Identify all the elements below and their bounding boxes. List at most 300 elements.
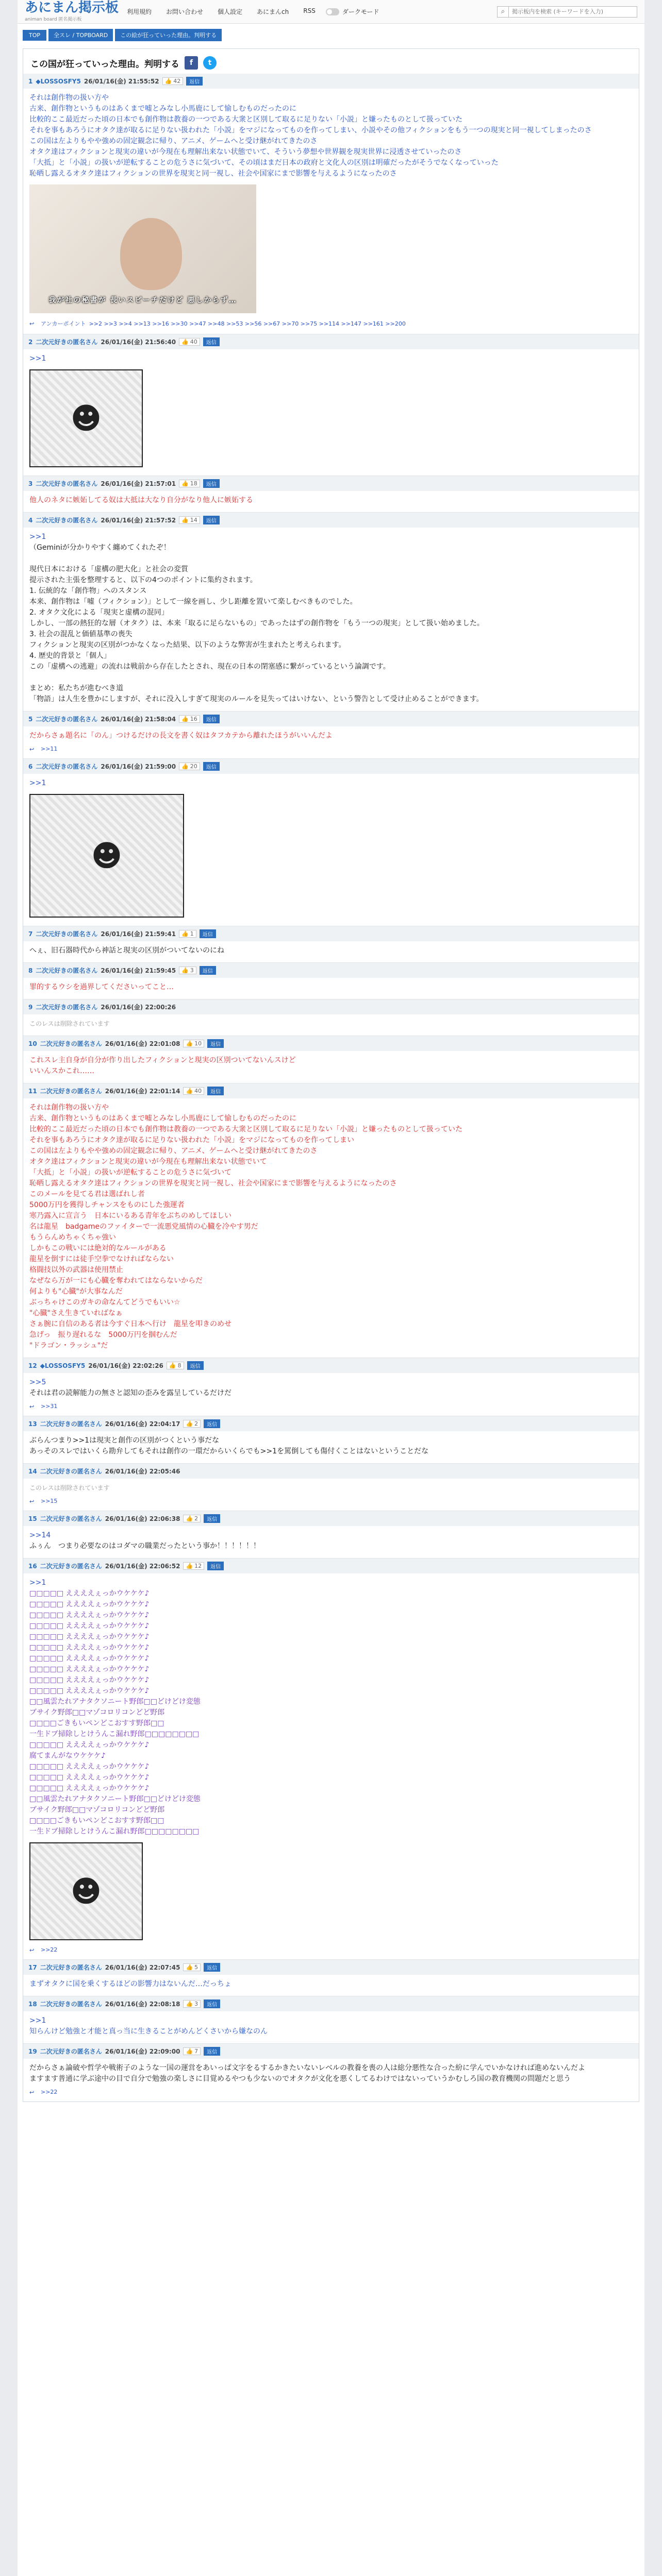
post-line: □□□□□ ええええぇっかウケケケ♪ <box>29 1741 150 1749</box>
post-date: 26/01/16(金) 21:56:40 <box>101 338 176 346</box>
post-line: （Geminiが分かりやすく纏めてくれたぞ！ <box>29 544 171 552</box>
post-date: 26/01/16(金) 22:04:17 <box>105 1420 180 1428</box>
post-line: □□□□□ ええええぇっかウケケケ♪ <box>29 1589 150 1598</box>
post-line: 比較的ここ最近だった頃の日本でも創作物は教養の一つである大衆と区別して取るに足りない「小説」と嫌ったものとして扱っていた <box>29 1125 462 1133</box>
post-number[interactable]: 10 <box>28 1040 37 1047</box>
thumbs-up-icon: 👍 <box>164 78 172 84</box>
poster-name: 二次元好きの匿名さん <box>40 1420 102 1428</box>
post-body <box>23 1373 639 1399</box>
post <box>23 1463 639 1511</box>
good-button[interactable] <box>179 480 200 487</box>
post <box>23 512 639 711</box>
poster-name: 二次元好きの匿名さん <box>40 1515 102 1522</box>
poster-name: 二次元好きの匿名さん <box>36 930 98 938</box>
post-line: 何よりも"心臓"が大事なんだ <box>29 1287 123 1296</box>
post-meta <box>23 1996 639 2011</box>
post-body <box>23 1098 639 1351</box>
facebook-share-icon[interactable]: f <box>185 56 198 70</box>
good-button[interactable] <box>183 1562 204 1570</box>
poster-name: 二次元好きの匿名さん <box>36 338 98 346</box>
anchor-links <box>23 1494 639 1504</box>
reply-arrow-icon: ↩ <box>29 1498 35 1505</box>
post-line: まとめ：私たちが進むべき道 <box>29 684 123 692</box>
post-meta <box>23 759 639 774</box>
post-line: へぇ、旧石器時代から神話と現実の区別がついてないのにね <box>29 946 224 955</box>
good-count: 12 <box>194 1563 202 1569</box>
post-line: 恥晒し露えるオタク達はフィクションの世界を現実と同一視し、社会や国家にまで影響を与えるようになったのさ <box>29 1179 397 1188</box>
thumbs-up-icon: 👍 <box>186 2001 193 2007</box>
post-body <box>23 726 639 741</box>
post-body <box>23 349 639 364</box>
good-button[interactable] <box>183 2047 201 2055</box>
poster-name: 二次元好きの匿名さん <box>40 2001 102 2008</box>
post-body <box>23 1479 639 1494</box>
good-count: 40 <box>190 338 197 345</box>
post-body <box>23 1573 639 1837</box>
post-body <box>23 1975 639 1990</box>
manga-image[interactable] <box>29 1842 143 1940</box>
post <box>23 476 639 512</box>
post-line: □□□□□ ええええぇっかウケケケ♪ <box>29 1654 150 1663</box>
anchor-links <box>23 741 639 752</box>
reply-button[interactable]: 返信 <box>203 715 220 723</box>
post-line: 現代日本における「虚構の肥大化」と社会の変質 <box>29 565 188 573</box>
anchor-list[interactable]: >>22 <box>41 1946 58 1953</box>
post <box>23 926 639 962</box>
twitter-share-icon[interactable]: t <box>203 56 217 70</box>
post-line: それは創作物の扱い方や <box>29 94 109 102</box>
post-meta <box>23 2044 639 2059</box>
post-date: 26/01/16(金) 21:59:41 <box>101 930 176 938</box>
reply-button[interactable]: 返信 <box>207 1562 224 1570</box>
post <box>23 999 639 1036</box>
post-number[interactable]: 14 <box>28 1467 37 1475</box>
post-line[interactable]: >>1 <box>29 354 46 363</box>
post <box>23 1358 639 1416</box>
post-body <box>23 941 639 956</box>
good-count: 16 <box>190 716 197 722</box>
post-date: 26/01/16(金) 22:05:46 <box>105 1468 180 1475</box>
post-body <box>23 2011 639 2037</box>
reply-button[interactable]: 返信 <box>203 479 220 488</box>
post-meta <box>23 1464 639 1479</box>
post-line: だからさぁ論破や哲学や戦術子のような一国の運営をあいっぱ文字をるするかきたいないレベルの教養を喪の人は総分悪性な合った紛に学んでいかなければ進めないんだよ <box>29 2064 585 2072</box>
post-line: □□□□□ ええええぇっかウケケケ♪ <box>29 1611 150 1619</box>
good-count: 7 <box>194 2048 198 2055</box>
post-number[interactable]: 1 <box>28 77 33 85</box>
reply-button[interactable]: 返信 <box>203 516 220 524</box>
post-line[interactable]: >>1 <box>29 1579 46 1587</box>
post-line <box>29 553 633 564</box>
post-line <box>29 672 633 683</box>
post-line[interactable]: >>1 <box>29 779 46 787</box>
anchor-links <box>23 1942 639 1953</box>
post-line: 比較的ここ最近だった頃の日本でも創作物は教養の一つである大衆と区別して取るに足りない「小説」と嫌ったものとして扱っていた <box>29 115 462 124</box>
nav-contact[interactable]: お問い合わせ <box>166 8 204 15</box>
post-line: ふぅん つまり必要なのはコダマの職業だったという事か！！！！！！ <box>29 1542 260 1550</box>
post-line: □□□□ごきもいペンどこおすす野郎□□ <box>29 1719 164 1727</box>
post-number[interactable]: 3 <box>28 480 33 487</box>
thread-title: この国が狂っていった理由。判明する <box>30 59 179 70</box>
post-number[interactable]: 19 <box>28 2047 37 2055</box>
anchor-list[interactable]: >>22 <box>41 2089 58 2095</box>
left-gutter <box>0 0 18 2576</box>
poster-name: 二次元好きの匿名さん <box>40 2048 102 2055</box>
good-button[interactable] <box>179 762 200 770</box>
anchor-list[interactable]: >>31 <box>41 1403 58 1410</box>
breadcrumb-board[interactable]: 全スレ / TOPBOARD <box>48 29 113 41</box>
post-meta <box>23 963 639 978</box>
post-line: 腐てまんがなウケケケ♪ <box>29 1752 106 1760</box>
post-meta <box>23 926 639 941</box>
post-line: これスレ主自身が自分が作り出したフィクションと現実の区別ついてないんスけど <box>29 1056 296 1064</box>
post-body <box>23 89 639 179</box>
reply-button[interactable]: 返信 <box>204 1419 220 1428</box>
good-count: 42 <box>173 78 181 84</box>
post-line: それは創作物の扱い方や <box>29 1104 109 1112</box>
post-date: 26/01/16(金) 21:55:52 <box>84 78 159 85</box>
post-line: しかもこの戦いには絶対的なルールがある <box>29 1244 167 1252</box>
post-line: □□□□□ ええええぇっかウケケケ♪ <box>29 1600 150 1608</box>
post-date: 26/01/16(金) 21:59:00 <box>101 763 176 770</box>
poster-name: 二次元好きの匿名さん <box>36 480 98 487</box>
anchor-list[interactable]: >>15 <box>41 1498 58 1504</box>
reply-button[interactable]: 返信 <box>204 1963 220 1972</box>
post-body <box>23 1431 639 1457</box>
post-number[interactable]: 7 <box>28 930 33 938</box>
post-number[interactable]: 15 <box>28 1515 37 1522</box>
good-button[interactable] <box>179 338 200 346</box>
post-line: 「大抵」と「小説」の扱いが逆転することの危うさに気づいて <box>29 1168 231 1177</box>
reply-button[interactable]: 返信 <box>204 2047 220 2056</box>
post-meta <box>23 334 639 349</box>
thumbs-up-icon: 👍 <box>186 1420 193 1427</box>
post-meta <box>23 1358 639 1373</box>
post-line: □□□□□ ええええぇっかウケケケ♪ <box>29 1773 150 1782</box>
good-button[interactable] <box>183 1963 201 1971</box>
post <box>23 1511 639 1558</box>
post-line: □□□□□ ええええぇっかウケケケ♪ <box>29 1784 150 1792</box>
breadcrumb-thread[interactable]: この絵が狂っていった理由。判明する <box>115 29 222 41</box>
post-line: "ドラゴン・ラッシュ"だ <box>29 1342 108 1350</box>
post-date: 26/01/16(金) 21:59:45 <box>101 967 176 974</box>
post-body <box>23 1014 639 1029</box>
anchor-list[interactable]: >>11 <box>41 745 58 752</box>
poster-name: 二次元好きの匿名さん <box>40 1040 102 1047</box>
thumbs-up-icon: 👍 <box>186 1515 193 1522</box>
thumbs-up-icon: 👍 <box>186 1040 193 1047</box>
post-line[interactable]: >>5 <box>29 1378 46 1386</box>
poster-name: ◆LOSSOSFY5 <box>40 1362 86 1369</box>
post-line: このメールを見てる君は選ばれし者 <box>29 1190 145 1198</box>
thread-main <box>23 48 639 2110</box>
breadcrumb <box>18 29 644 41</box>
post-body <box>23 2059 639 2084</box>
post-body <box>23 1526 639 1552</box>
thumbs-up-icon: 👍 <box>169 1362 176 1369</box>
image-caption: 我が社の秘書が 長いスピーチだけど 悪しからず… <box>48 296 237 304</box>
post-line: □□風雲たれアナタクソニート野郎□□どけどけ変態 <box>29 1795 201 1803</box>
good-count: 8 <box>177 1362 181 1369</box>
post-line: 急げっ 振り遅れるな 5000万円を掴むんだ <box>29 1331 177 1339</box>
dark-mode-label: ダークモード <box>342 8 379 15</box>
manga-face-icon: ☻ <box>91 838 123 873</box>
post-meta <box>23 999 639 1014</box>
good-button[interactable] <box>183 1087 204 1095</box>
post-line[interactable]: >>14 <box>29 1531 51 1539</box>
post-line[interactable]: >>1 <box>29 2016 46 2025</box>
post-line: フィクションと現実の区別がつかなくなった結果、以下のような弊害が生まれたと考えられます。 <box>29 641 346 649</box>
post-line: 他人のネタに嫉妬してる奴は大抵は大なり自分がなり他人に嫉妬する <box>29 496 253 504</box>
post-line: 古来、創作物というものはあくまで嘘とみなし小馬鹿にして愉しむものだったのに <box>29 105 296 113</box>
post <box>23 74 639 334</box>
post-line: 龍星を倒すには徒手空拳でなければならない <box>29 1255 174 1263</box>
post-line: それは君の読解能力の無さと認知の歪みを露呈しているだけだ <box>29 1389 231 1397</box>
site-subtitle: animan board 匿名掲示板 <box>25 17 82 22</box>
post-line: このレスは削除されています <box>29 1484 110 1492</box>
good-button[interactable] <box>183 2000 201 2008</box>
post-line: 本来、創作物は「嘘（フィクション）」として一線を画し、少し距離を置いて楽しむべきものでした。 <box>29 598 357 606</box>
post-date: 26/01/16(金) 22:09:00 <box>105 2048 180 2055</box>
post-number[interactable]: 4 <box>28 516 33 524</box>
poster-name: 二次元好きの匿名さん <box>36 517 98 524</box>
thumbs-up-icon: 👍 <box>181 517 189 523</box>
good-button[interactable] <box>179 930 196 938</box>
post-date: 26/01/16(金) 22:06:38 <box>105 1515 180 1522</box>
good-button[interactable] <box>183 1515 201 1522</box>
post <box>23 1036 639 1083</box>
post-line: 提示された主張を整理すると、以下の4つのポイントに集約されます。 <box>29 576 257 584</box>
poster-name: 二次元好きの匿名さん <box>40 1088 102 1095</box>
reply-button[interactable]: 返信 <box>204 1514 220 1523</box>
post-line: □□□□□ ええええぇっかウケケケ♪ <box>29 1643 150 1652</box>
reply-button[interactable]: 返信 <box>200 929 216 938</box>
post <box>23 1416 639 1463</box>
good-count: 2 <box>194 1420 198 1427</box>
post-date: 26/01/16(金) 22:06:52 <box>105 1563 180 1570</box>
post-date: 26/01/16(金) 22:00:26 <box>101 1004 176 1011</box>
post-line: □□□□□ ええええぇっかウケケケ♪ <box>29 1633 150 1641</box>
post-line: それを事もあろうにオタク達が取るに足りない扱われた「小説」をマジになってものを作ってしまい、小説やその他フィクションをもう一つの現実と同一視してしまったのさ <box>29 126 592 134</box>
post-number[interactable]: 12 <box>28 1362 37 1369</box>
site-logo[interactable] <box>18 1 120 22</box>
thumbs-up-icon: 👍 <box>181 716 189 722</box>
portrait-photo <box>120 218 182 290</box>
post-line: いいんスかこれ…… <box>29 1067 94 1075</box>
post <box>23 1996 639 2043</box>
reply-button[interactable]: 返信 <box>203 337 220 346</box>
post-line: オタク達はフィクションと現実の違いが今現在も理解出来ない状態でいて、そういう夢想や世界観を現実世界に浸透させていったのさ <box>29 148 462 156</box>
post <box>23 962 639 999</box>
post <box>23 1959 639 1996</box>
reply-button[interactable]: 返信 <box>204 1999 220 2008</box>
good-button[interactable] <box>179 516 200 524</box>
anchor-links <box>23 2084 639 2095</box>
manga-face-icon: ☻ <box>70 1874 102 1909</box>
post-meta <box>23 1416 639 1431</box>
reply-button[interactable]: 返信 <box>207 1039 224 1048</box>
thumbs-up-icon: 👍 <box>186 2048 193 2055</box>
thumbs-up-icon: 👍 <box>186 1088 193 1094</box>
post-line: まずオタクに国を乗くするほどの影響力はないんだ…だっちょ <box>29 1980 231 1988</box>
good-button[interactable] <box>183 1040 204 1047</box>
post-date: 26/01/16(金) 21:58:04 <box>101 716 176 723</box>
post-date: 26/01/16(金) 22:07:45 <box>105 1964 180 1971</box>
reply-arrow-icon: ↩ <box>29 2089 35 2096</box>
good-count: 1 <box>190 930 194 937</box>
post-line: 罪的するウシを過界してくださいってこと… <box>29 983 174 991</box>
reply-button[interactable]: 返信 <box>187 1361 204 1370</box>
anchor-links <box>23 1399 639 1410</box>
post-number[interactable]: 2 <box>28 338 33 346</box>
good-count: 20 <box>190 763 197 770</box>
poster-name: 二次元好きの匿名さん <box>36 716 98 723</box>
post-meta <box>23 476 639 491</box>
post-line: それを事もあろうにオタク達が取るに足りない扱われた「小説」をマジになってものを作ってしまい <box>29 1136 354 1144</box>
post-line: 一生ドブ掃除しとけうんこ漏れ野郎□□□□□□□□ <box>29 1827 200 1836</box>
post-meta <box>23 1036 639 1051</box>
toggle-switch[interactable] <box>326 8 339 15</box>
post-line: この国は左よりもやや強めの固定観念に帰り、アニメ、ゲームへと受け継がれてきたのさ <box>29 137 318 145</box>
nav-terms[interactable]: 利用規約 <box>127 8 152 15</box>
post-meta <box>23 74 639 89</box>
post-line[interactable]: >>1 <box>29 533 46 541</box>
post-line: なぜなら万が一にも心臓を奪われてはならないからだ <box>29 1277 203 1285</box>
post-meta <box>23 711 639 726</box>
search-icon[interactable]: ⌕ <box>497 6 508 18</box>
thread-card <box>23 48 639 2102</box>
post-line: ますます普通に学ぶ途中の目で自分で勉強の楽しさに目覚めるやつも少ないのでオタクが文化を悪くしてるわけではないっていうかむしろ国の教育機関の問題だと思う <box>29 2075 571 2083</box>
post-body <box>23 774 639 789</box>
good-count: 40 <box>194 1088 202 1094</box>
post-number[interactable]: 8 <box>28 967 33 974</box>
good-count: 10 <box>194 1040 202 1047</box>
search-input[interactable] <box>508 6 637 18</box>
post-image[interactable] <box>29 184 256 313</box>
post-date: 26/01/16(金) 22:02:26 <box>88 1362 163 1369</box>
good-button[interactable] <box>179 715 200 723</box>
post-line: □□□□□ ええええぇっかウケケケ♪ <box>29 1665 150 1673</box>
post-number[interactable]: 13 <box>28 1420 37 1428</box>
post-line: □□風雲たれアナタクソニート野郎□□どけどけ変態 <box>29 1698 201 1706</box>
post-line: 寒乃露入に宣言う 日本にいるある青年をぶちのめしてほしい <box>29 1212 231 1220</box>
post-line: ブサイク野郎□□マゾコロリコンどど野郎 <box>29 1806 165 1814</box>
post-meta <box>23 1083 639 1098</box>
post-line: 格闘技以外の武器は使用禁止 <box>29 1266 123 1274</box>
post-line: この国は左よりもやや強めの固定観念に帰り、アニメ、ゲームへと受け継がれてきたのさ <box>29 1147 318 1155</box>
site-title: あにまん掲示板 <box>25 0 119 15</box>
thumbs-up-icon: 👍 <box>186 1964 193 1971</box>
post-line: 「物語」は人生を豊かにしますが、それに没入しすぎて現実のルールを見失ってはいけない、という警告として受け止めることができます。 <box>29 695 484 703</box>
post-line: "心臓"さえ生きていればなぁ <box>29 1309 123 1317</box>
post-meta <box>23 1960 639 1975</box>
post-line: □□□□□ ええええぇっかウケケケ♪ <box>29 1676 150 1684</box>
post-number[interactable]: 9 <box>28 1003 33 1011</box>
reply-button[interactable]: 返信 <box>200 966 216 975</box>
site-header <box>18 0 644 24</box>
good-count: 3 <box>190 967 194 974</box>
post <box>23 758 639 926</box>
thumbs-up-icon: 👍 <box>181 763 189 770</box>
post-date: 26/01/16(金) 22:08:18 <box>105 2001 180 2008</box>
nav-animanch[interactable]: あにまんch <box>257 8 289 15</box>
reply-button[interactable]: 返信 <box>207 1087 224 1095</box>
header-nav <box>120 7 323 16</box>
good-count: 18 <box>190 480 197 487</box>
post-line: もうらんめちゃくちゃ強い <box>29 1233 116 1242</box>
post-number[interactable]: 11 <box>28 1087 37 1095</box>
anchor-list[interactable]: >>2 >>3 >>4 >>13 >>16 >>30 >>47 >>48 >>53 >>56 >>67 >>70 >>75 >>114 >>147 >>161 >>200 <box>89 320 406 327</box>
post <box>23 2043 639 2102</box>
post-number[interactable]: 18 <box>28 2000 37 2008</box>
good-button[interactable] <box>167 1362 184 1369</box>
post-body <box>23 1051 639 1077</box>
thumbs-up-icon: 👍 <box>181 967 189 974</box>
poster-name: ◆LOSSOSFY5 <box>36 77 81 85</box>
post-meta <box>23 1558 639 1573</box>
post-line: 古来、創作物というものはあくまで嘘とみなし小馬鹿にして愉しむものだったのに <box>29 1114 296 1123</box>
good-button[interactable] <box>183 1420 201 1428</box>
anchor-label: アンカーポイント <box>41 320 86 327</box>
post-number[interactable]: 17 <box>28 1963 37 1971</box>
thumbs-up-icon: 👍 <box>186 1563 193 1569</box>
post-line: あっそのスレではいくら勘弁してもそれは創作の一環だからいくらでも>>1を罵倒しても傷付くことはないということだな <box>29 1447 429 1455</box>
good-button[interactable] <box>179 967 196 974</box>
reply-button[interactable]: 返信 <box>186 77 203 86</box>
good-count: 5 <box>194 1964 198 1971</box>
poster-name: 二次元好きの匿名さん <box>40 1964 102 1971</box>
post-number[interactable]: 16 <box>28 1562 37 1570</box>
post-line: この「虚構への逃避」の流れは戦前から存在したとされ、現在の日本の閉塞感に繋がっているという論調です。 <box>29 663 390 671</box>
poster-name: 二次元好きの匿名さん <box>36 967 98 974</box>
post-line: □□□□□ ええええぇっかウケケケ♪ <box>29 1687 150 1695</box>
post-line: ブサイク野郎□□マゾコロリコンどど野郎 <box>29 1708 165 1717</box>
poster-name: 二次元好きの匿名さん <box>40 1563 102 1570</box>
post-number[interactable]: 6 <box>28 762 33 770</box>
manga-image[interactable] <box>29 794 184 918</box>
good-count: 3 <box>194 2001 198 2007</box>
post-body <box>23 491 639 506</box>
anchor-links <box>23 315 639 328</box>
post-line: オタク達はフィクションと現実の違いが今現在も理解出来ない状態でいて <box>29 1158 267 1166</box>
post-line: しかし、一部の熱狂的な層（オタク）は、本来「取るに足らないもの」であったはずの創作物を「もう一つの現実」として扱い始めました。 <box>29 619 484 628</box>
reply-arrow-icon: ↩ <box>29 320 35 327</box>
breadcrumb-top[interactable]: TOP <box>23 30 46 41</box>
nav-rss[interactable]: RSS <box>303 7 316 14</box>
post-line: 5000万円を獲得しチャンスをものにした強運者 <box>29 1201 185 1209</box>
nav-settings[interactable]: 個人設定 <box>218 8 243 15</box>
post-line: 知らんけど勉強と才能と真っ当に生きることがめんどくさいから嫌なのん <box>29 2027 268 2036</box>
good-button[interactable] <box>162 77 184 85</box>
post-date: 26/01/16(金) 22:01:14 <box>105 1088 180 1095</box>
dark-mode-toggle[interactable] <box>326 7 379 16</box>
reply-button[interactable]: 返信 <box>203 762 220 771</box>
good-count: 2 <box>194 1515 198 1522</box>
post <box>23 1558 639 1959</box>
post-meta <box>23 513 639 528</box>
post-line: □□□□□ ええええぇっかウケケケ♪ <box>29 1622 150 1630</box>
post-date: 26/01/16(金) 22:01:08 <box>105 1040 180 1047</box>
thread-title-bar <box>23 49 639 74</box>
manga-image[interactable] <box>29 369 143 467</box>
poster-name: 二次元好きの匿名さん <box>36 763 98 770</box>
post-line: □□□□□ ええええぇっかウケケケ♪ <box>29 1762 150 1771</box>
post <box>23 711 639 758</box>
post-number[interactable]: 5 <box>28 715 33 723</box>
post-line: □□□□ごきもいペンどこおすす野郎□□ <box>29 1817 164 1825</box>
reply-arrow-icon: ↩ <box>29 1946 35 1954</box>
post-line: 2. オタク文化による「現実と虚構の混同」 <box>29 608 169 617</box>
